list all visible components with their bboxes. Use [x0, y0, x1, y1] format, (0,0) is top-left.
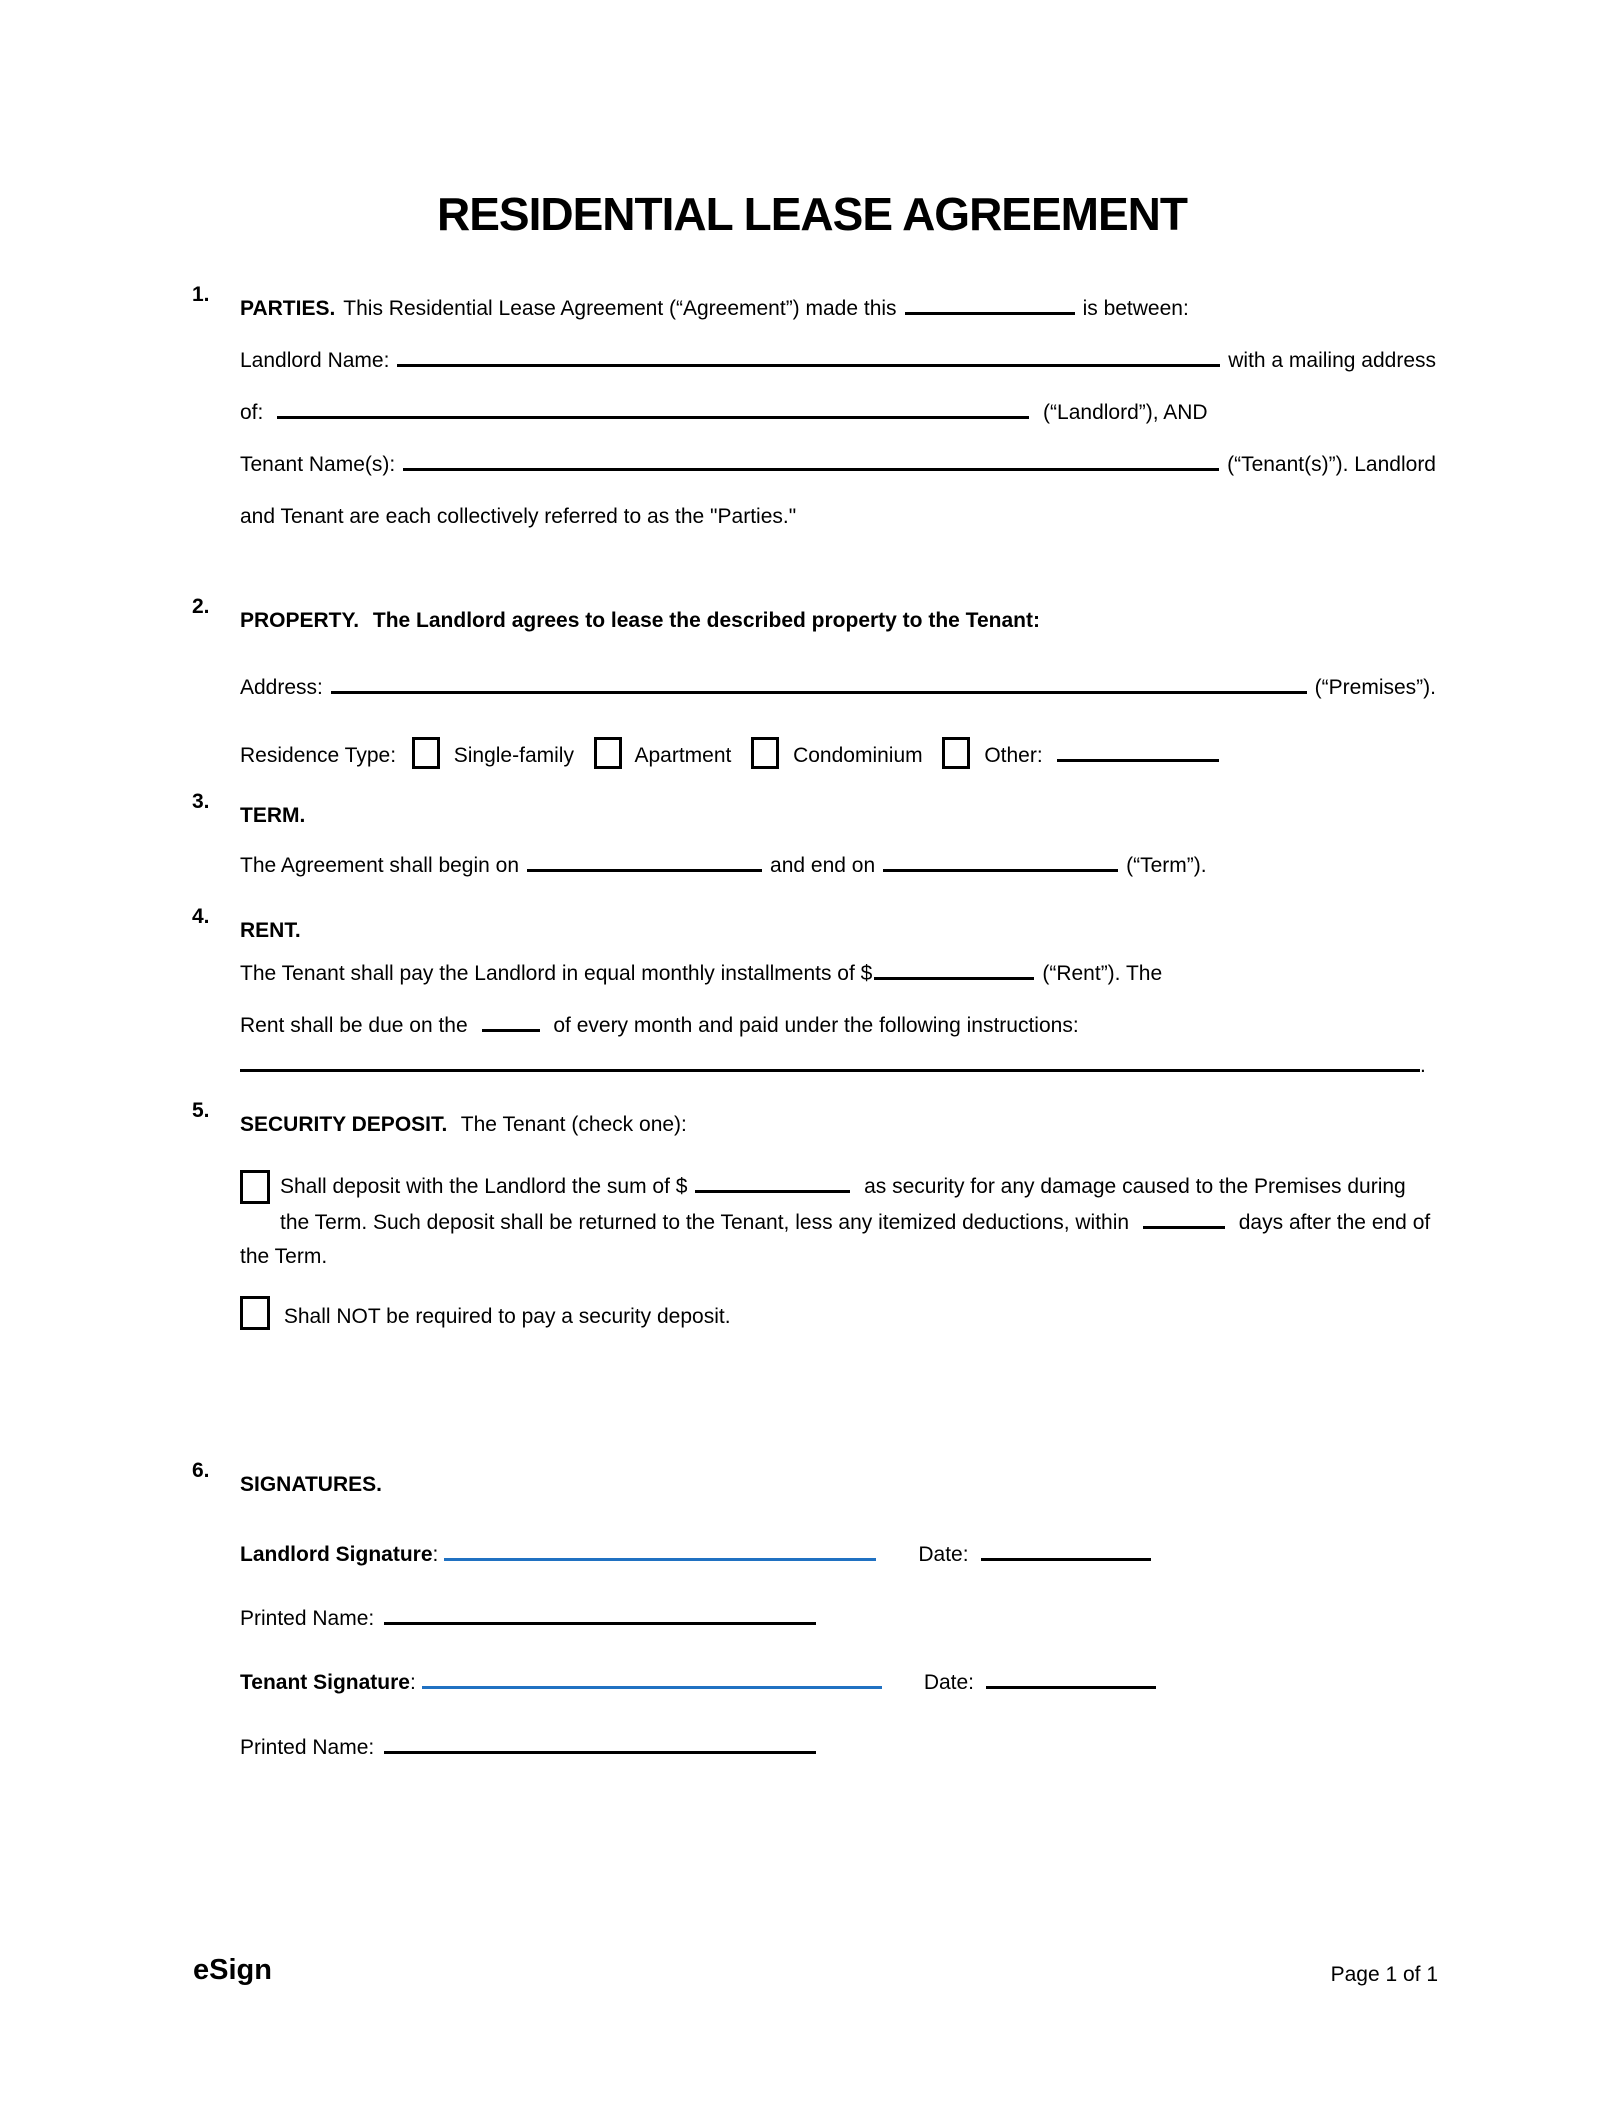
security-heading-rest: The Tenant (check one):	[460, 1113, 687, 1136]
term-end-text: and end on	[770, 854, 876, 877]
section-term-heading	[192, 790, 1436, 842]
document-title: RESIDENTIAL LEASE AGREEMENT	[437, 188, 1187, 240]
section-property-heading	[192, 595, 1436, 647]
section-number-term: 3.	[192, 790, 210, 813]
checkbox-apartment[interactable]	[594, 737, 622, 769]
rent-instructions-text: of every month and paid under the following instructions:	[553, 1014, 1079, 1037]
rent-amount-text: The Tenant shall pay the Landlord in equal monthly installments of $	[240, 962, 873, 985]
checkbox-shall-not-deposit[interactable]	[240, 1296, 270, 1330]
option-condominium-label: Condominium	[793, 744, 923, 767]
section-number-parties: 1.	[192, 283, 210, 306]
rent-paragraph	[240, 948, 1436, 1052]
term-line	[240, 840, 1436, 892]
made-this-date-blank[interactable]	[905, 290, 1075, 315]
tenant-date-label: Date:	[923, 1671, 975, 1694]
parties-intro-end: is between:	[1082, 297, 1189, 320]
tenant-signature-colon: :	[409, 1671, 416, 1694]
residence-type-label: Residence Type:	[240, 744, 397, 767]
section-number-property: 2.	[192, 595, 210, 618]
residence-type-line	[240, 730, 1436, 782]
rent-designation-text: (“Rent”). The	[1042, 962, 1163, 985]
section-security-heading	[192, 1099, 1436, 1151]
parties-line-2	[240, 335, 1436, 387]
tenant-signature-label: Tenant Signature	[240, 1671, 410, 1694]
section-number-security: 5.	[192, 1099, 210, 1122]
landlord-name-label: Landlord Name:	[240, 349, 390, 372]
landlord-designation-text: (“Landlord”), AND	[1043, 401, 1208, 424]
payment-instructions-blank[interactable]	[240, 1047, 1420, 1072]
premises-text: (“Premises”).	[1314, 676, 1436, 699]
property-heading-rest: The Landlord agrees to lease the described property to the Tenant:	[372, 609, 1040, 632]
term-begin-text: The Agreement shall begin on	[240, 854, 520, 877]
deposit-amount-blank[interactable]	[695, 1168, 850, 1193]
tenant-printed-name-blank[interactable]	[384, 1729, 816, 1754]
checkbox-single-family[interactable]	[412, 737, 440, 769]
parties-heading: PARTIES.	[240, 297, 336, 320]
signatures-heading: SIGNATURES.	[240, 1473, 382, 1496]
landlord-signature-field[interactable]	[444, 1536, 876, 1561]
parties-line-4	[240, 439, 1436, 491]
page-indicator: Page 1 of 1	[1330, 1963, 1438, 1986]
landlord-printed-name-row	[240, 1600, 1436, 1637]
section-number-rent: 4.	[192, 905, 210, 928]
security-option1-mid: as security for any damage caused to the Premises during the Term. Such deposit shall be returned to the Tenant, less any itemized deductions, within	[280, 1175, 1406, 1234]
security-option-1	[240, 1168, 1436, 1274]
section-number-signatures: 6.	[192, 1459, 210, 1482]
term-end-date-blank[interactable]	[883, 847, 1118, 872]
option-single-family-label: Single-family	[453, 744, 574, 767]
section-parties	[192, 283, 1436, 543]
other-residence-blank[interactable]	[1057, 737, 1219, 762]
checkbox-shall-deposit[interactable]	[240, 1170, 270, 1204]
checkbox-other[interactable]	[942, 737, 970, 769]
checkbox-condominium[interactable]	[751, 737, 779, 769]
rent-amount-blank[interactable]	[874, 955, 1034, 980]
landlord-signature-colon: :	[432, 1543, 439, 1566]
rent-heading: RENT.	[240, 919, 301, 942]
landlord-address-blank[interactable]	[277, 394, 1029, 419]
landlord-signature-row	[240, 1536, 1436, 1573]
parties-line-5	[240, 491, 1436, 543]
rent-due-day-blank[interactable]	[482, 1007, 540, 1032]
tenant-date-blank[interactable]	[986, 1664, 1156, 1689]
term-start-date-blank[interactable]	[527, 847, 762, 872]
tenant-printed-name-row	[240, 1729, 1436, 1766]
tenant-signature-field[interactable]	[422, 1664, 882, 1689]
of-label: of:	[240, 401, 264, 424]
esign-logo: eSign	[193, 1954, 272, 1986]
parties-line-1	[240, 283, 1436, 335]
parties-intro-text: This Residential Lease Agreement (“Agreement”) made this	[343, 297, 897, 320]
rent-due-text: Rent shall be due on the	[240, 1014, 468, 1037]
option-other-label: Other:	[984, 744, 1043, 767]
tenant-signature-row	[240, 1664, 1436, 1701]
section-signatures-heading	[192, 1459, 1436, 1511]
property-address-line	[240, 662, 1436, 714]
property-heading: PROPERTY.	[240, 609, 360, 632]
address-blank[interactable]	[331, 669, 1307, 694]
deposit-days-blank[interactable]	[1143, 1204, 1225, 1229]
payment-instructions-line	[240, 1047, 1436, 1079]
landlord-date-label: Date:	[918, 1543, 969, 1566]
term-designation-text: (“Term”).	[1126, 854, 1207, 877]
parties-line-3	[240, 387, 1436, 439]
landlord-name-blank[interactable]	[397, 342, 1220, 367]
tenant-printed-name-label: Printed Name:	[240, 1736, 375, 1759]
security-option1-pre: Shall deposit with the Landlord the sum of $	[280, 1175, 688, 1198]
security-option-2	[240, 1296, 1436, 1335]
landlord-date-blank[interactable]	[981, 1536, 1151, 1561]
security-option1-post: days after the end of the Term.	[240, 1211, 1431, 1268]
tenant-designation-text: (“Tenant(s)”). Landlord	[1227, 453, 1436, 476]
security-option2-text: Shall NOT be required to pay a security deposit.	[283, 1305, 731, 1328]
mailing-address-text: with a mailing address	[1228, 349, 1436, 372]
tenant-name-label: Tenant Name(s):	[240, 453, 396, 476]
instructions-period: .	[1420, 1054, 1426, 1077]
tenant-name-blank[interactable]	[403, 446, 1219, 471]
term-heading: TERM.	[240, 804, 306, 827]
landlord-printed-name-label: Printed Name:	[240, 1607, 375, 1630]
option-apartment-label: Apartment	[634, 744, 732, 767]
address-label: Address:	[240, 676, 323, 699]
landlord-printed-name-blank[interactable]	[384, 1600, 816, 1625]
security-heading: SECURITY DEPOSIT.	[240, 1113, 448, 1136]
landlord-signature-label: Landlord Signature	[240, 1543, 433, 1566]
parties-closing-text: and Tenant are each collectively referred to as the "Parties."	[240, 505, 797, 528]
